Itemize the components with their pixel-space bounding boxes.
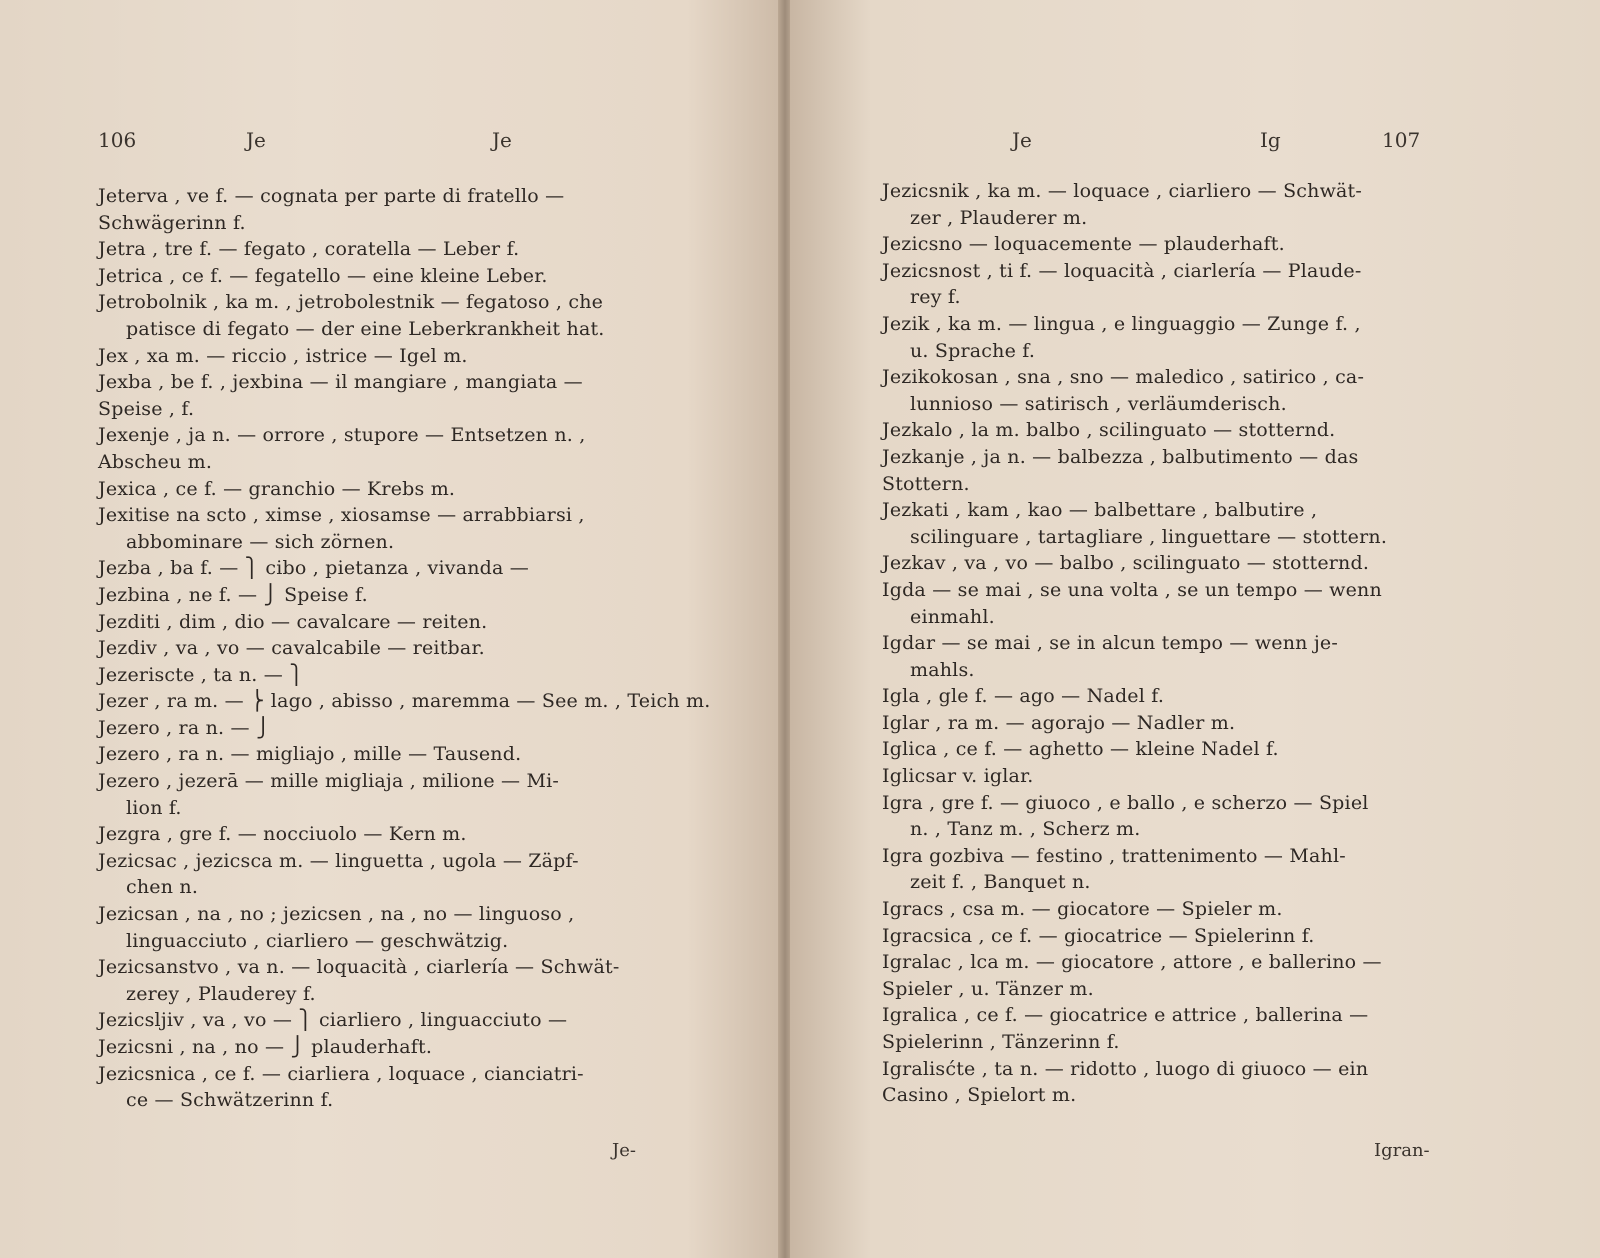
right-entry-list <box>882 178 1482 1109</box>
running-head-left: Je <box>246 128 266 152</box>
dictionary-line: Jetrobolnik , ka m. , jetrobolestnik — fegatoso , che <box>98 291 604 314</box>
dictionary-line: linguacciuto , ciarliero — geschwätzig. <box>126 929 509 952</box>
dictionary-line: Iglar , ra m. — agorajo — Nadler m. <box>882 711 1236 734</box>
dictionary-line: Igralac , lca m. — giocatore , attore , e ballerino — <box>882 951 1382 974</box>
dictionary-line: zer , Plauderer m. <box>910 206 1088 229</box>
running-head-left: Je <box>1012 128 1032 152</box>
running-head-right: Je <box>492 128 512 152</box>
dictionary-line: abbominare — sich zörnen. <box>126 530 395 553</box>
dictionary-line: Casino , Spielort m. <box>882 1084 1077 1107</box>
dictionary-line: einmahl. <box>910 605 995 628</box>
dictionary-line: Spieler , u. Tänzer m. <box>882 977 1094 1000</box>
dictionary-line: Jezicsnost , ti f. — loquacità , ciarlería — Plaude- <box>882 259 1362 282</box>
dictionary-line: Jexba , be f. , jexbina — il mangiare , mangiata — <box>98 371 583 394</box>
dictionary-line: Jezer , ra m. — ⎬ lago , abisso , maremma — See m. , Teich m. <box>98 690 711 713</box>
dictionary-line: Jezditi , dim , dio — cavalcare — reiten. <box>98 610 488 633</box>
dictionary-line: u. Sprache f. <box>910 339 1036 362</box>
left-entry-list <box>98 183 711 1114</box>
dictionary-line: patisce di fegato — der eine Leberkrankheit hat. <box>126 317 605 340</box>
dictionary-line: Speise , f. <box>98 397 195 420</box>
dictionary-line: Jetrica , ce f. — fegatello — eine kleine Leber. <box>98 264 548 287</box>
dictionary-line: Jezero , jezerā — mille migliaja , milione — Mi- <box>98 770 560 793</box>
dictionary-line: Igralisćte , ta n. — ridotto , luogo di giuoco — ein <box>882 1057 1369 1080</box>
dictionary-line: Igra , gre f. — giuoco , e ballo , e scherzo — Spiel <box>882 791 1369 814</box>
dictionary-line: Igdar — se mai , se in alcun tempo — wenn je- <box>882 632 1338 655</box>
dictionary-line: Jezicsljiv , va , vo — ⎫ ciarliero , linguacciuto — <box>98 1009 568 1032</box>
page-number: 107 <box>1382 128 1421 152</box>
dictionary-line: Igla , gle f. — ago — Nadel f. <box>882 685 1165 708</box>
dictionary-line: Jezicsanstvo , va n. — loquacità , ciarlería — Schwät- <box>98 956 620 979</box>
dictionary-line: Spielerinn , Tänzerinn f. <box>882 1031 1120 1053</box>
dictionary-line: Jezba , ba f. — ⎫ cibo , pietanza , vivanda — <box>98 557 529 580</box>
dictionary-line: Jezgra , gre f. — nocciuolo — Kern m. <box>98 823 467 846</box>
dictionary-line: Jezicsnica , ce f. — ciarliera , loquace , cianciatri- <box>98 1062 584 1085</box>
dictionary-line: lunnioso — satirisch , verläumderisch. <box>910 392 1287 415</box>
dictionary-line: rey f. <box>910 286 961 309</box>
dictionary-line: mahls. <box>910 658 975 681</box>
catchword: Igran- <box>1374 1140 1430 1161</box>
dictionary-line: Jezicsnik , ka m. — loquace , ciarliero — Schwät- <box>882 180 1363 202</box>
dictionary-line: Jezicsac , jezicsca m. — linguetta , ugola — Zäpf- <box>98 849 579 872</box>
dictionary-line: Igracsica , ce f. — giocatrice — Spielerinn f. <box>882 924 1315 947</box>
dictionary-line: Jezkanje , ja n. — balbezza , balbutimento — das <box>882 445 1359 468</box>
dictionary-line: ce — Schwätzerinn f. <box>126 1089 334 1112</box>
dictionary-line: Jezicsni , na , no — ⎭ plauderhaft. <box>98 1036 433 1058</box>
dictionary-line: Iglica , ce f. — aghetto — kleine Nadel f. <box>882 738 1279 761</box>
dictionary-line: Iglicsar v. iglar. <box>882 765 1034 788</box>
dictionary-line: Igra gozbiva — festino , trattenimento — Mahl- <box>882 844 1346 867</box>
dictionary-line: Jezkati , kam , kao — balbettare , balbutire , <box>882 499 1318 522</box>
dictionary-line: Jeterva , ve f. — cognata per parte di fratello — <box>98 185 565 207</box>
dictionary-line: scilinguare , tartagliare , linguettare — stottern. <box>910 525 1388 548</box>
dictionary-line: n. , Tanz m. , Scherz m. <box>910 818 1141 841</box>
dictionary-line: Jezikokosan , sna , sno — maledico , satirico , ca- <box>882 366 1365 389</box>
dictionary-line: Jex , xa m. — riccio , istrice — Igel m. <box>98 344 468 367</box>
dictionary-line: Jezkalo , la m. balbo , scilinguato — stotternd. <box>882 419 1336 442</box>
dictionary-line: Jexenje , ja n. — orrore , stupore — Entsetzen n. , <box>98 424 586 447</box>
dictionary-line: Jezicsno — loquacemente — plauderhaft. <box>882 233 1285 256</box>
left-page-header <box>0 128 780 158</box>
dictionary-line: Jexitise na scto , ximse , xiosamse — arrabbiarsi , <box>98 504 585 527</box>
dictionary-line: Igralica , ce f. — giocatrice e attrice , ballerina — <box>882 1004 1369 1027</box>
right-page-header <box>790 128 1600 158</box>
dictionary-line: Jezkav , va , vo — balbo , scilinguato — stotternd. <box>882 552 1370 575</box>
dictionary-line: lion f. <box>126 796 182 819</box>
dictionary-line: Jexica , ce f. — granchio — Krebs m. <box>98 477 456 500</box>
dictionary-line: Jezbina , ne f. — ⎭ Speise f. <box>98 583 368 606</box>
dictionary-line: Stottern. <box>882 472 970 495</box>
dictionary-line: Schwägerinn f. <box>98 211 246 234</box>
dictionary-line: Jezeriscte , ta n. — ⎫ <box>98 663 304 686</box>
dictionary-line: Jezero , ra n. — ⎭ <box>98 716 271 739</box>
dictionary-line: Igracs , csa m. — giocatore — Spieler m. <box>882 898 1283 921</box>
right-page <box>790 0 1600 1258</box>
left-page <box>0 0 780 1258</box>
dictionary-line: Jezdiv , va , vo — cavalcabile — reitbar. <box>98 637 485 660</box>
dictionary-line: Igda — se mai , se una volta , se un tempo — wenn <box>882 578 1382 601</box>
dictionary-line: Jezik , ka m. — lingua , e linguaggio — Zunge f. , <box>882 312 1361 335</box>
page-number: 106 <box>98 128 137 152</box>
dictionary-line: Jezicsan , na , no ; jezicsen , na , no — linguoso , <box>98 903 575 926</box>
dictionary-line: Jetra , tre f. — fegato , coratella — Leber f. <box>98 238 520 261</box>
dictionary-line: Jezero , ra n. — migliajo , mille — Tausend. <box>98 743 522 766</box>
dictionary-line: Abscheu m. <box>98 450 213 473</box>
dictionary-line: zerey , Plauderey f. <box>126 982 316 1005</box>
dictionary-line: zeit f. , Banquet n. <box>910 871 1091 894</box>
dictionary-line: chen n. <box>126 876 199 899</box>
catchword: Je- <box>612 1140 636 1161</box>
running-head-right: Ig <box>1260 128 1281 152</box>
